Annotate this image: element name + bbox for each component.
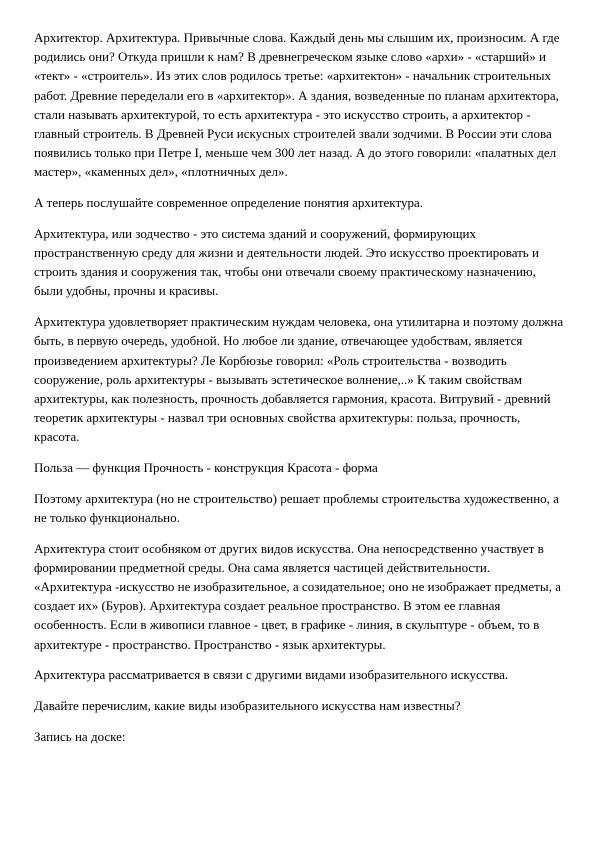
paragraph-definition: Архитектура, или зодчество - это система зданий и сооружений, формирующих пространственную среду для жизни и деятельности людей. Это искусство проектировать и строить здания и сооружения так, чтобы они отвечали своему практическому назначению, были удобны, прочны и красивы. xyxy=(34,225,539,299)
paragraph-art-solution: Поэтому архитектура (но не строительство) решает проблемы строительства художественно, а не только функционально. xyxy=(34,490,559,525)
paragraph-etymology: Архитектор. Архитектура. Привычные слова. Каждый день мы слышим их, произносим. А где родились они? Откуда пришли к нам? В древнегреческом языке слово «архи» - «старший» и «тект» - «строитель». Из этих слов родилось третье: «архитектон» - начальник строительных работ. Древние переделали его в «архитектор». А здания, возведенные по планам архитектора, стали называть архитектурой, то есть архитектура - это искусство строить, а архитектор - главный строитель. В Древней Руси искусных строителей звали зодчими. В России эти слова появились только при Петре I, меньше чем 300 лет назад. А до этого говорили: «палатных дел мастер», «каменных дел», «плотничных дел». xyxy=(34,30,560,180)
paragraph-relation-arts: Архитектура рассматривается в связи с другими видами изобразительного искусства. xyxy=(34,667,509,683)
paragraph-intro-definition: А теперь послушайте современное определение понятия архитектура. xyxy=(34,195,423,211)
paragraph-question: Давайте перечислим, какие виды изобразительного искусства нам известны? xyxy=(34,698,461,714)
paragraph-properties-list: Польза — функция Прочность - конструкция Красота - форма xyxy=(34,460,378,476)
paragraph-practical-needs: Архитектура удовлетворяет практическим нуждам человека, она утилитарна и поэтому должна быть, в первую очередь, удобной. Но любое ли здание, отвечающее удобствам, является произведением архитектуры? Ле Корбюзье говорил: «Роль строительства - возводить сооружение, роль архитектуры - вызывать эстетическое волнение,..» К таким свойствам архитектуры, как полезность, прочность добавляется гармония, красота. Витрувий - древний теоретик архитектуры - назвал три основных свойства архитектуры: польза, прочность, красота. xyxy=(34,314,564,445)
paragraph-board-note: Запись на доске: xyxy=(34,728,126,744)
document-page xyxy=(34,28,564,758)
paragraph-space: Архитектура стоит особняком от других видов искусства. Она непосредственно участвует в формировании предметной среды. Она сама является частицей действительности. «Архитектура -искусство не изобразительное, а созидательное; оно не изображает предметы, а создает их» (Буров). Архитектура создает реальное пространство. В этом ее главная особенность. Если в живописи главное - цвет, в графике - линия, в скульптуре - объем, то в архитектуре - пространство. Пространство - язык архитектуры. xyxy=(34,540,561,652)
